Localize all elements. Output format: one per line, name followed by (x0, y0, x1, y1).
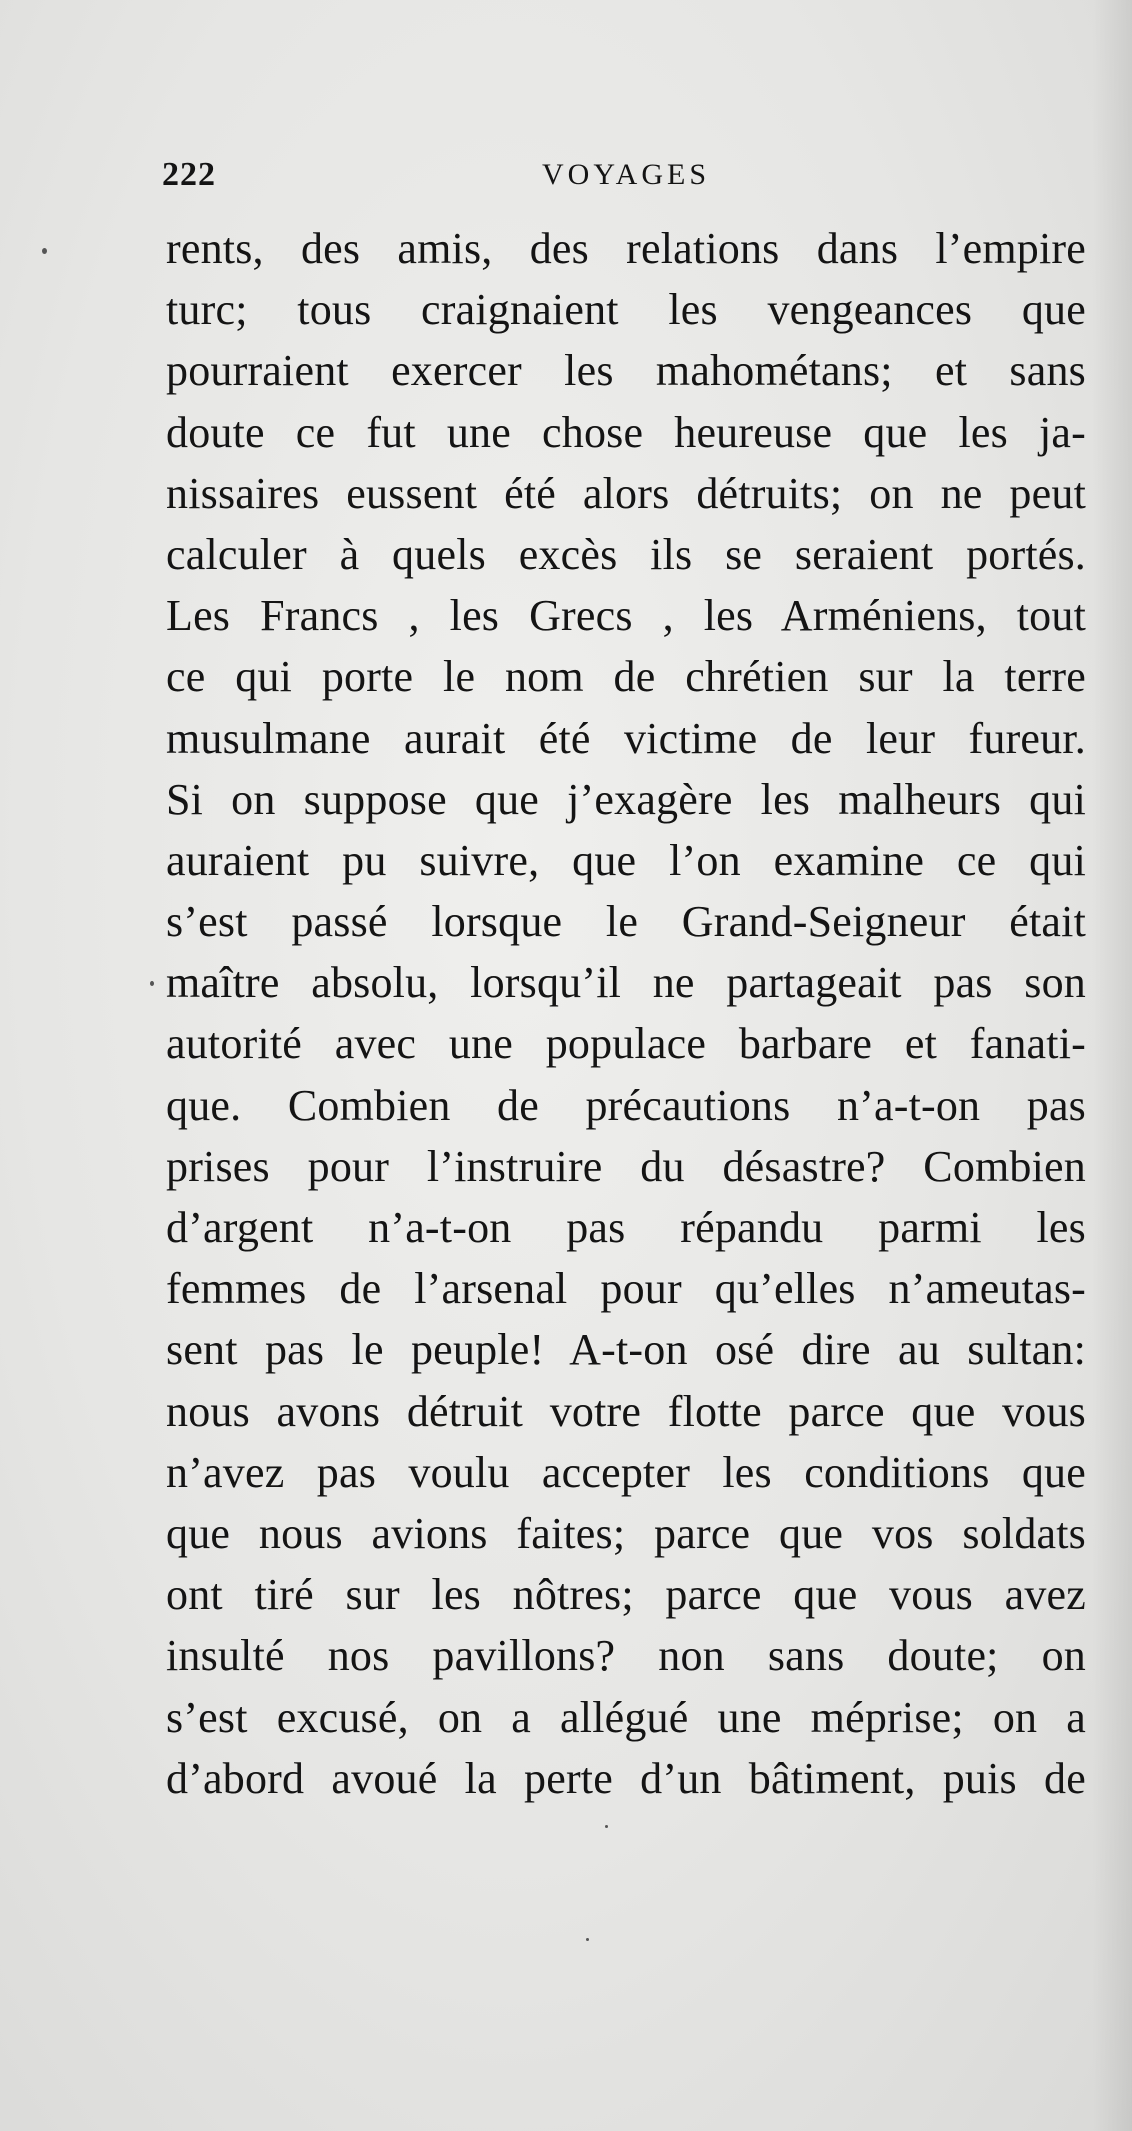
text-line: doute ce fut une chose heureuse que les ja- (166, 407, 1086, 457)
text-line: s’est passé lorsque le Grand-Seigneur était (166, 897, 1086, 947)
paper-speck (150, 981, 154, 986)
text-line: que. Combien de précautions n’a-t-on pas (166, 1080, 1086, 1130)
running-title: VOYAGES (542, 158, 711, 191)
page-header (162, 156, 982, 196)
text-line: ce qui porte le nom de chrétien sur la terre (166, 652, 1086, 702)
text-line: Si on suppose que j’exagère les malheurs qui (166, 774, 1086, 824)
text-line: pourraient exercer les mahométans; et sans (166, 346, 1086, 396)
text-line: d’abord avoué la perte d’un bâtiment, puis de (166, 1753, 1086, 1803)
text-line: nous avons détruit votre flotte parce que vous (166, 1386, 1086, 1436)
text-line: musulmane aurait été victime de leur fureur. (166, 713, 1086, 763)
text-line: n’avez pas voulu accepter les conditions que (166, 1447, 1086, 1497)
text-line: maître absolu, lorsqu’il ne partageait pas son (166, 958, 1086, 1008)
text-line: femmes de l’arsenal pour qu’elles n’ameutas- (166, 1264, 1086, 1314)
page-number: 222 (162, 156, 216, 193)
text-line: autorité avec une populace barbare et fanati- (166, 1019, 1086, 1069)
body-text (166, 218, 1086, 1809)
text-line: Les Francs , les Grecs , les Arméniens, tout (166, 591, 1086, 641)
text-line: auraient pu suivre, que l’on examine ce qui (166, 835, 1086, 885)
text-line: sent pas le peuple! A-t-on osé dire au sultan: (166, 1325, 1086, 1375)
text-line: s’est excusé, on a allégué une méprise; on a (166, 1692, 1086, 1742)
text-line: que nous avions faites; parce que vos soldats (166, 1508, 1086, 1558)
text-line: rents, des amis, des relations dans l’empire (166, 224, 1086, 273)
text-line: prises pour l’instruire du désastre? Combien (166, 1141, 1086, 1191)
text-line: d’argent n’a-t-on pas répandu parmi les (166, 1203, 1086, 1252)
text-line: turc; tous craignaient les vengeances que (166, 285, 1086, 335)
text-line: calculer à quels excès ils se seraient portés. (166, 529, 1086, 579)
spine-shadow (1092, 0, 1132, 2131)
paper-speck (605, 1825, 608, 1828)
paper-speck (586, 1938, 589, 1941)
text-line: ont tiré sur les nôtres; parce que vous avez (166, 1570, 1086, 1620)
text-line: insulté nos pavillons? non sans doute; on (166, 1631, 1086, 1681)
text-line: nissaires eussent été alors détruits; on ne peut (166, 468, 1086, 518)
paper-speck (42, 248, 47, 254)
